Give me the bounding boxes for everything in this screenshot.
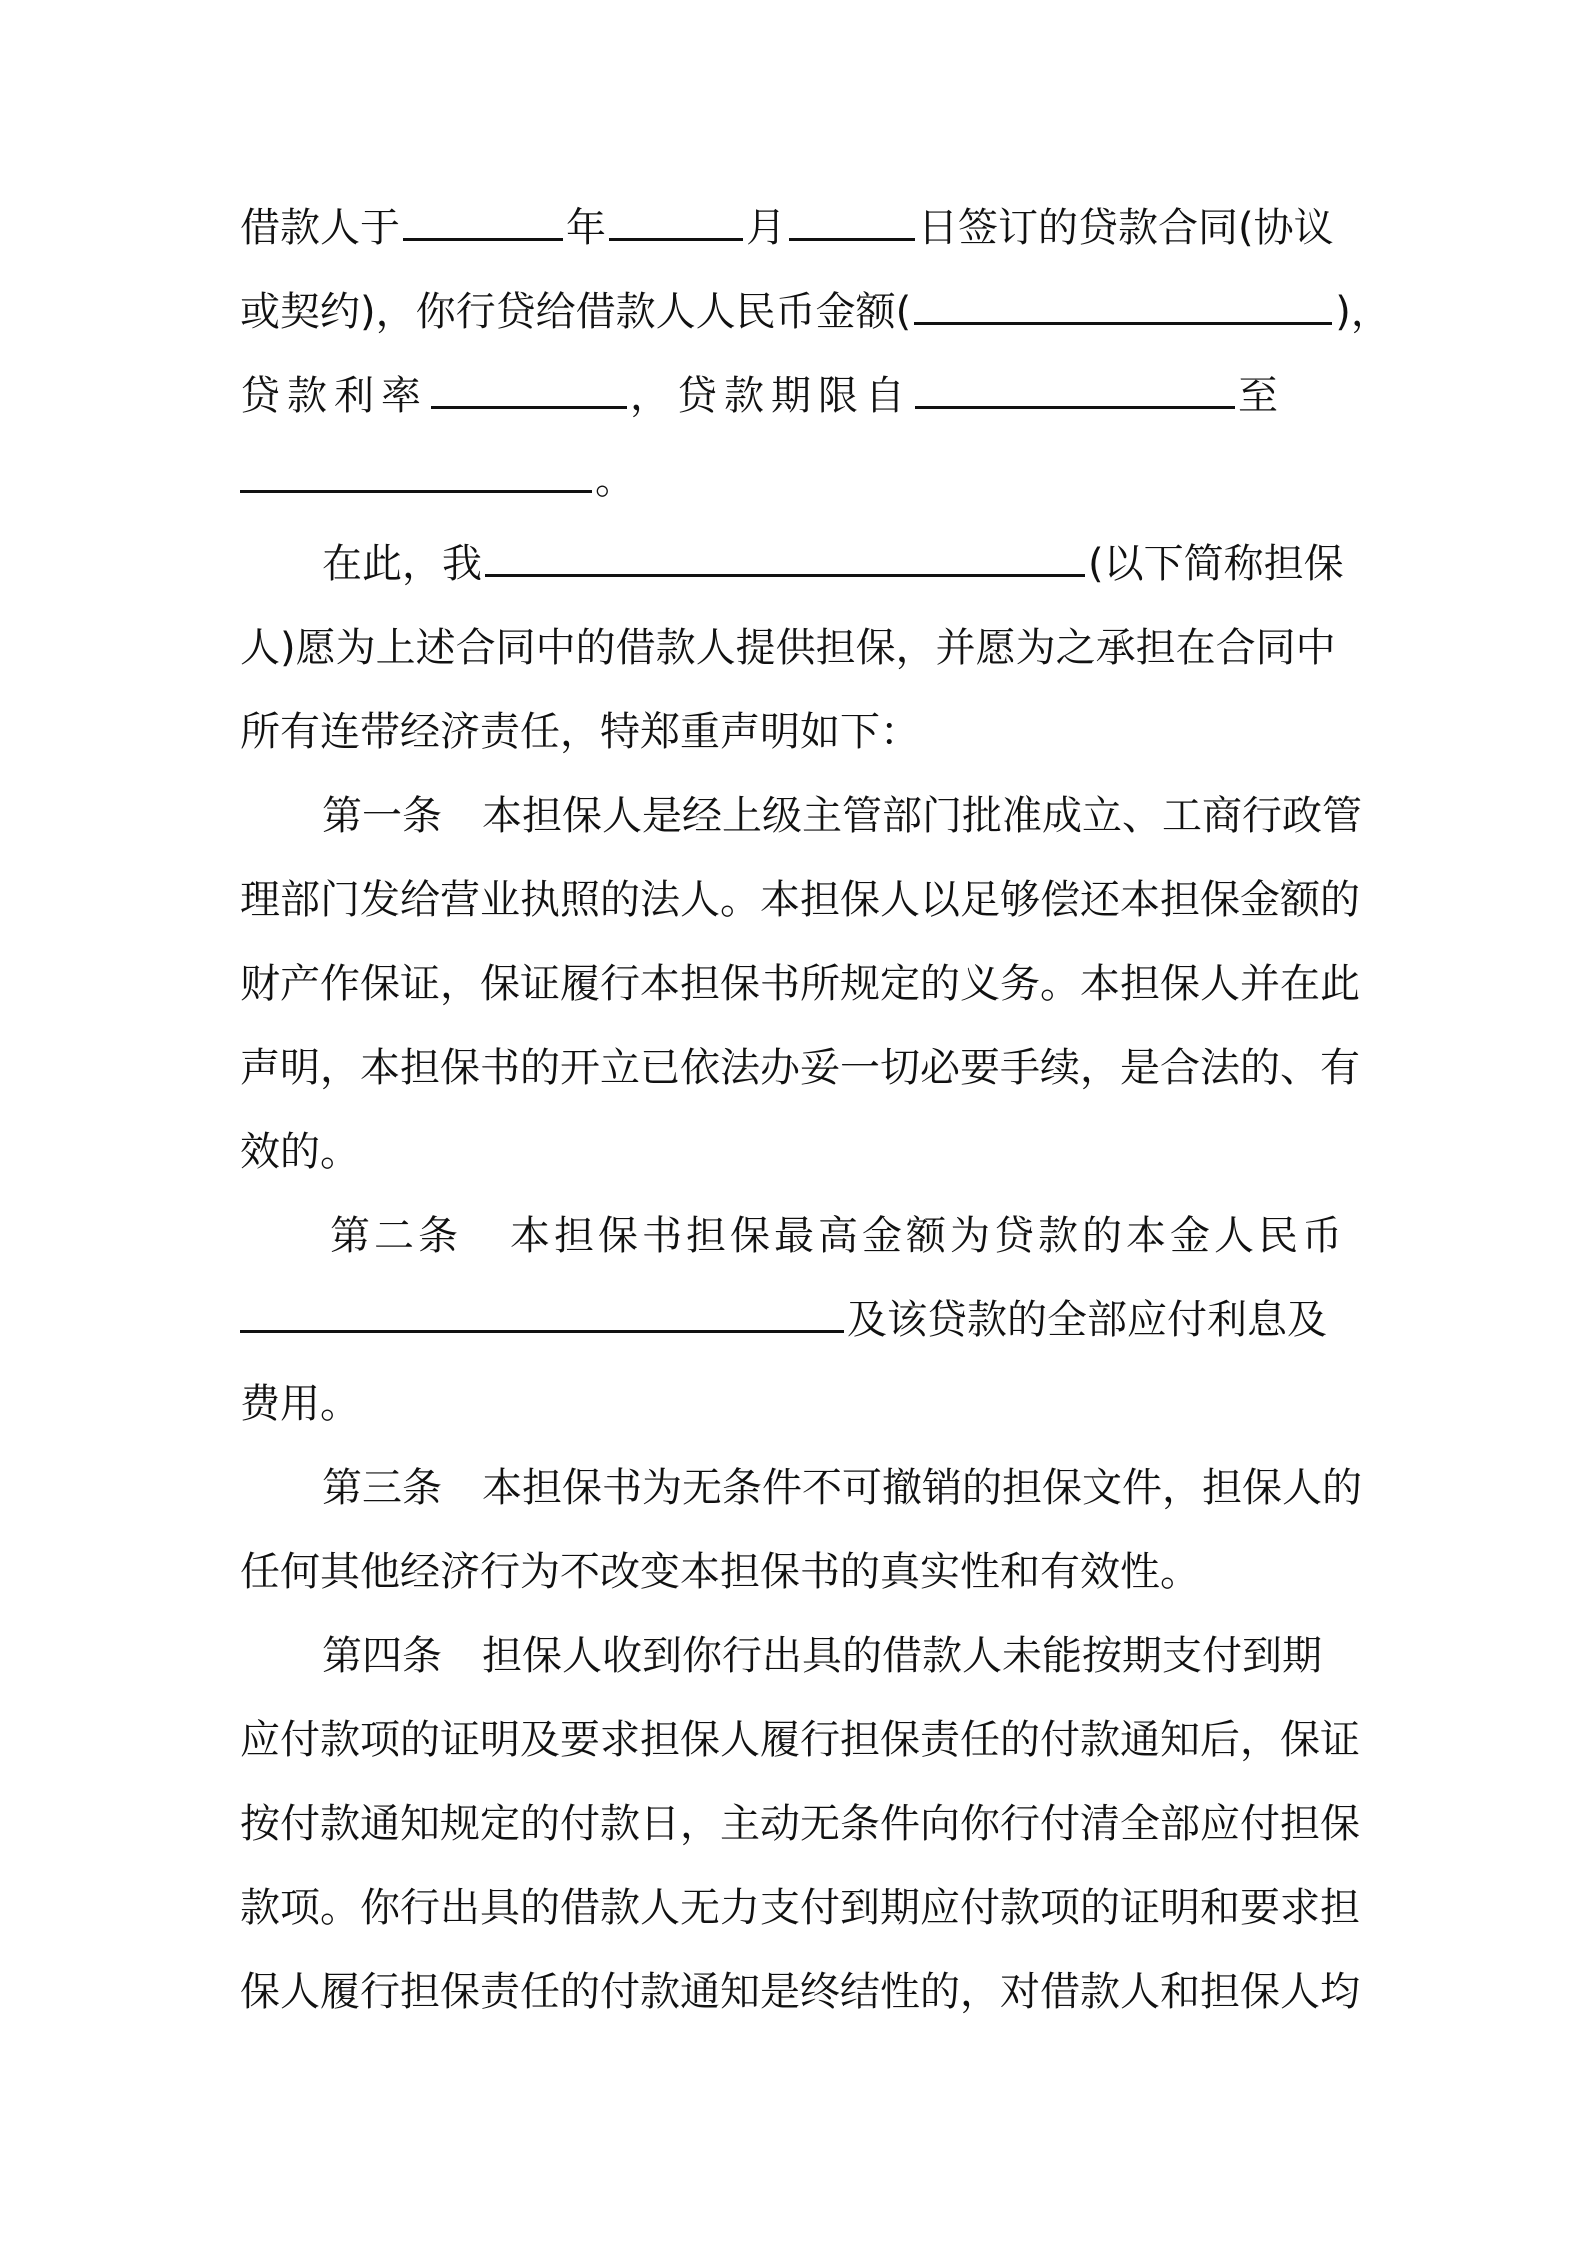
text: 。 (595, 457, 635, 503)
text: 本担保书为无条件不可撤销的担保文件，担保人的 (482, 1465, 1362, 1511)
line-15 (240, 1362, 1352, 1446)
blank-interest-rate[interactable] (431, 356, 627, 409)
line-07 (240, 690, 1352, 774)
blank-year[interactable] (403, 188, 563, 241)
line-loan-amount (240, 270, 1391, 354)
line-rate-term (240, 354, 1352, 438)
article-label: 第四条 (322, 1633, 442, 1679)
text: )， (1335, 289, 1391, 335)
blank-day[interactable] (789, 188, 915, 241)
line-11 (240, 1026, 1360, 1110)
text: ，贷款期限自 (630, 373, 912, 419)
line-06 (240, 606, 1352, 690)
text: (以下简称担保 (1088, 541, 1344, 587)
line-guarantor (322, 522, 1352, 606)
text: 至 (1238, 373, 1285, 419)
text: 本担保人是经上级主管部门批准成立、工商行政管 (482, 793, 1362, 839)
article-4-heading-line (322, 1614, 1352, 1698)
text: 按付款通知规定的付款日，主动无条件向你行付清全部应付担保 (240, 1801, 1360, 1847)
text: 及该贷款的全部应付利息及 (847, 1297, 1327, 1343)
blank-max-amount[interactable] (240, 1280, 844, 1333)
text: 理部门发给营业执照的法人。本担保人以足够偿还本担保金额的 (240, 877, 1360, 923)
text: 在此，我 (322, 541, 482, 587)
text: 任何其他经济行为不改变本担保书的真实性和有效性。 (240, 1549, 1200, 1595)
blank-loan-amount[interactable] (914, 272, 1332, 325)
article-label: 第一条 (322, 793, 442, 839)
text: 效的。 (240, 1129, 360, 1175)
text: 或契约)，你行贷给借款人人民币金额( (240, 289, 912, 335)
text: 日签订的贷款合同(协议 (918, 205, 1334, 251)
text: 贷款利率 (240, 373, 428, 419)
line-loan-date (240, 186, 1352, 270)
article-3-heading-line (322, 1446, 1362, 1530)
article-1-heading-line (322, 774, 1362, 858)
article-label: 第二条 (330, 1213, 462, 1259)
line-12 (240, 1110, 1352, 1194)
line-21 (240, 1866, 1360, 1950)
text: 借款人于 (240, 205, 400, 251)
blank-month[interactable] (609, 188, 743, 241)
text: 财产作保证，保证履行本担保书所规定的义务。本担保人并在此 (240, 961, 1360, 1007)
article-2-heading-line (330, 1194, 1352, 1278)
blank-guarantor-name[interactable] (485, 524, 1085, 577)
text: 年 (566, 205, 606, 251)
line-10 (240, 942, 1360, 1026)
text: 款项。你行出具的借款人无力支付到期应付款项的证明和要求担 (240, 1885, 1360, 1931)
text: 应付款项的证明及要求担保人履行担保责任的付款通知后，保证 (240, 1717, 1360, 1763)
text: 保人履行担保责任的付款通知是终结性的，对借款人和担保人均 (240, 1969, 1360, 2015)
line-09 (240, 858, 1360, 942)
text: 本担保书担保最高金额为贷款的本金人民币 (510, 1213, 1346, 1259)
text: 费用。 (240, 1381, 360, 1427)
line-max-amount (240, 1278, 1352, 1362)
line-19 (240, 1698, 1360, 1782)
text: 人)愿为上述合同中的借款人提供担保，并愿为之承担在合同中 (240, 625, 1336, 671)
text: 声明，本担保书的开立已依法办妥一切必要手续，是合法的、有 (240, 1045, 1360, 1091)
text: 所有连带经济责任，特郑重声明如下： (240, 709, 920, 755)
text: 月 (746, 205, 786, 251)
blank-term-end[interactable] (240, 440, 592, 493)
line-17 (240, 1530, 1352, 1614)
line-22 (240, 1950, 1360, 2034)
article-label: 第三条 (322, 1465, 442, 1511)
text: 担保人收到你行出具的借款人未能按期支付到期 (482, 1633, 1322, 1679)
line-term-end (240, 438, 1352, 522)
blank-term-start[interactable] (915, 356, 1235, 409)
line-20 (240, 1782, 1360, 1866)
